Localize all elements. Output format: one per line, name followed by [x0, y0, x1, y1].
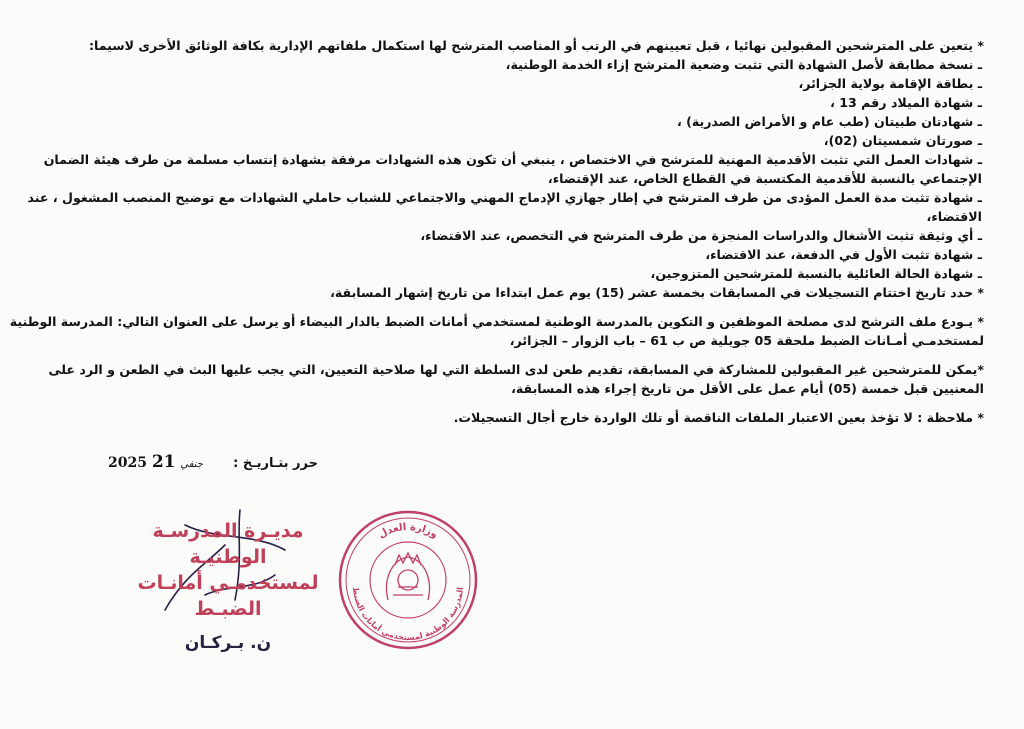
document-body — [0, 36, 1000, 427]
official-seal-icon — [333, 505, 483, 655]
document-item: ـ شهادة تثبت مدة العمل المؤدى من طرف المترشح في إطار جهازي الإدماج المهني والاجتماعي للشباب حاملي الشهادات مع توضيح المنصب المشغول ، عند الاقتضاء، — [27, 190, 982, 224]
document-item: ـ صورتان شمسيتان (02)، — [823, 133, 982, 148]
seal-bottom-text: المدرسة الوطنية لمستخدمي أمانات الضبط — [350, 586, 465, 643]
issue-date-label: حرر بتـاريـخ : — [233, 456, 318, 471]
signatory-title-line1: مديـرة المدرسـة الوطنيـة — [152, 520, 304, 568]
issue-date-value — [108, 452, 203, 472]
signatory-title-line2: لمستخدمـي أمانـات الضبـط — [137, 572, 319, 620]
seal-top-text: وزارة العدل — [376, 521, 440, 541]
note-paragraph: * ملاحظة : لا تؤخذ بعين الاعتبار الملفات الناقصة أو تلك الواردة خارج أجال التسجيلات. — [453, 410, 984, 425]
document-item: ـ أي وثيقة تثبت الأشغال والدراسات المنجزة من طرف المترشح في التخصص، عند الاقتضاء، — [420, 228, 982, 243]
document-item: ـ شهادة الحالة العائلية بالنسبة للمترشحين المتزوجين، — [650, 266, 982, 281]
document-item: ـ شهادتان طبيتان (طب عام و الأمراض الصدرية) ، — [676, 114, 982, 129]
svg-text:وزارة العدل — [377, 522, 440, 541]
issue-date-line — [108, 452, 318, 478]
document-item: ـ بطاقة الإقامة بولاية الجزائر، — [798, 76, 982, 91]
document-item: ـ شهادة تثبت الأول في الدفعة، عند الاقتضاء، — [705, 247, 982, 262]
signatory-name: ن. بـركـان — [184, 633, 272, 653]
issue-date-day: 21 — [151, 452, 176, 472]
document-item: ـ شهادة الميلاد رقم 13 ، — [830, 95, 982, 110]
issue-date-month: جنفي — [180, 459, 203, 470]
appeal-paragraph: *يمكن للمترشحين غير المقبولين للمشاركة في المسابقة، تقديم طعن لدى السلطة التي لها صلاحية التعيين، التي يجب عليها البث في الطعن و الرد على المعنيين قبل خمسة (05) أيام عمل على الأقل من تاريخ إجراء هذه المسابقة، — [48, 362, 984, 396]
document-item: ـ شهادات العمل التي تثبت الأقدمية المهنية للمترشح في الاختصاص ، ينبغي أن تكون هذه الشهادات مرفقة بشهادة إنتساب مسلمة من طرف هيئة الضمان الإجتماعي بالنسبة للأقدمية المكتسبة في القطاع الخاص، عند الإقتضاء، — [43, 152, 982, 186]
document-item: ـ نسخة مطابقة لأصل الشهادة التي تثبت وضعية المترشح إزاء الخدمة الوطنية، — [505, 57, 982, 72]
intro-paragraph: * يتعين على المترشحين المقبولين نهائيا ، قبل تعيينهم في الرتب أو المناصب المترشح لها استكمال ملفاتهم الإدارية بكافة الوثائق الأخرى لاسيما: — [88, 38, 984, 53]
signature-block — [128, 518, 328, 653]
deadline-paragraph: * حدد تاريخ اختتام التسجيلات في المسابقات بخمسة عشر (15) يوم عمل ابتداءا من تاريخ إشهار المسابقة، — [330, 285, 984, 300]
submission-paragraph: * يـودع ملف الترشح لدى مصلحة الموظفين و التكوين بالمدرسة الوطنية لمستخدمي أمانات الضبط بالدار البيضاء أو يرسل على العنوان التالي: المدرسة الوطنية لمستخدمـي أمـانات الضبط ملحقة 05 جويلية ص ب 61 – باب الزوار – الجزائر، — [9, 314, 984, 348]
issue-date-year: 2025 — [108, 455, 147, 471]
